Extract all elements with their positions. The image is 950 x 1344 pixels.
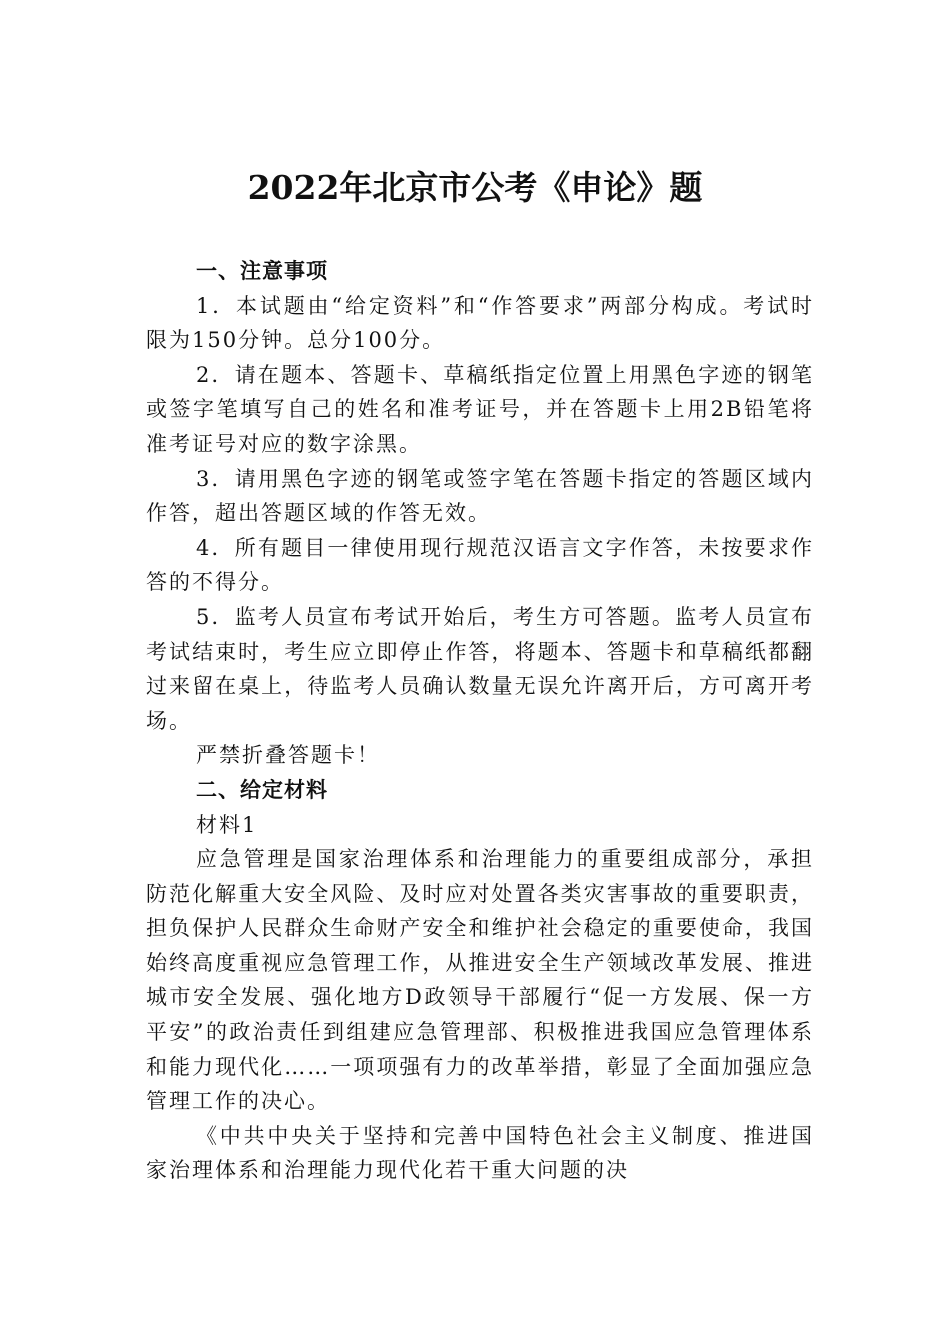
section-heading-notice: 一、注意事项 (196, 258, 328, 283)
material-1-paragraph-1: 应急管理是国家治理体系和治理能力的重要组成部分，承担防范化解重大安全风险、及时应对处置各类灾害事故的重要职责，担负保护人民群众生命财产安全和维护社会稳定的重要使命，我国始终高度重视应急管理工作，从推进安全生产领域改革发展、推进城市安全发展、强化地方D政领导干部履行“促一方发展、保一方平安”的政治责任到组建应急管理部、积极推进我国应急管理体系和能力现代化……一项项强有力的改革举措，彰显了全面加强应急管理工作的决心。 (146, 847, 814, 1114)
notice-item-3: 3．请用黑色字迹的钢笔或签字笔在答题卡指定的答题区域内作答，超出答题区域的作答无效。 (146, 466, 814, 526)
notice-item-1: 1．本试题由“给定资料”和“作答要求”两部分构成。考试时限为150分钟。总分100分。 (146, 293, 814, 353)
material-1-label: 材料1 (196, 812, 258, 837)
document-title: 2022年北京市公考《申论》题 (247, 168, 703, 207)
notice-item-2: 2．请在题本、答题卡、草稿纸指定位置上用黑色字迹的钢笔或签字笔填写自己的姓名和准考证号，并在答题卡上用2B铅笔将准考证号对应的数字涂黑。 (146, 362, 814, 456)
notice-item-5: 5．监考人员宣布考试开始后，考生方可答题。监考人员宣布考试结束时，考生应立即停止作答，将题本、答题卡和草稿纸都翻过来留在桌上，待监考人员确认数量无误允许离开后，方可离开考场。 (146, 604, 814, 733)
notice-item-4: 4．所有题目一律使用现行规范汉语言文字作答，未按要求作答的不得分。 (146, 535, 814, 595)
document-body (146, 254, 814, 1188)
section-heading-materials: 二、给定材料 (196, 776, 328, 802)
notice-warning: 严禁折叠答题卡！ (196, 743, 380, 768)
material-1-paragraph-2: 《中共中央关于坚持和完善中国特色社会主义制度、推进国家治理体系和治理能力现代化若干重大问题的决 (146, 1123, 814, 1183)
